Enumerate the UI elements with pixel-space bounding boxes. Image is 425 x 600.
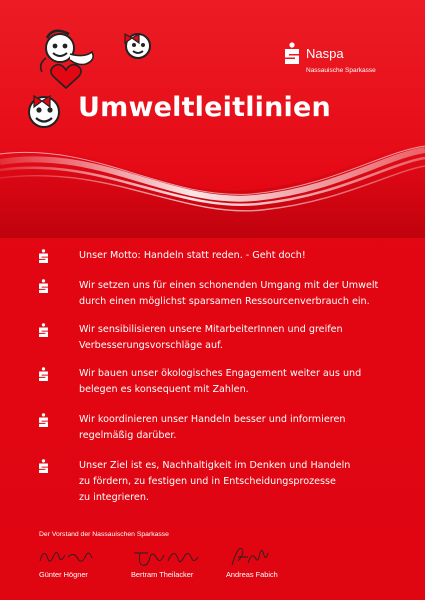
brand-subtitle: Nassauische Sparkasse [306,67,376,74]
list-item-text: Wir bauen unser ökologisches Engagement weiter aus und belegen es konsequent mit Zahlen. [79,368,362,395]
list-item-text: Unser Motto: Handeln statt reden. - Geht doch! [79,250,306,261]
sparkasse-s-icon [38,279,49,293]
sparkasse-s-icon [38,413,49,427]
signatory-name: Günter Högner [39,570,88,579]
signatory-name: Andreas Fabich [226,570,278,579]
signature-theilacker [132,545,202,569]
list-item-text: Wir sensibilisieren unsere MitarbeiterInnen und greifen Verbesserungsvorschläge auf. [79,324,343,351]
signature-hoegner [38,545,100,569]
mascot-right-icon [125,34,150,58]
list-item-text: Wir setzen uns für einen schonenden Umgang mit der Umwelt durch einen möglichst sparsamen Ressourcenverbrauch ein. [79,280,379,307]
list-item-text: Wir koordinieren unser Handeln besser und informieren regelmäßig darüber. [79,414,346,441]
mascot-bottom-icon [29,96,59,127]
sparkasse-s-icon [38,249,49,263]
sparkasse-s-icon [38,367,49,381]
mascot-left-icon [41,31,93,88]
sparkasse-s-logo-icon [284,42,300,64]
decorative-wave [0,128,425,238]
sparkasse-s-icon [38,459,49,473]
sparkasse-s-icon [38,323,49,337]
brand-name: Naspa [306,46,344,61]
page-title: Umweltleitlinien [78,92,331,123]
board-caption: Der Vorstand der Nassauischen Sparkasse [39,531,169,538]
signature-fabich [230,545,272,569]
signatory-name: Bertram Theilacker [131,570,194,579]
list-item-text: Unser Ziel ist es, Nachhaltigkeit im Denken und Handeln zu fördern, zu festigen und in Entscheidungsprozesse zu integrieren. [79,460,351,503]
brand-logo [284,42,414,82]
